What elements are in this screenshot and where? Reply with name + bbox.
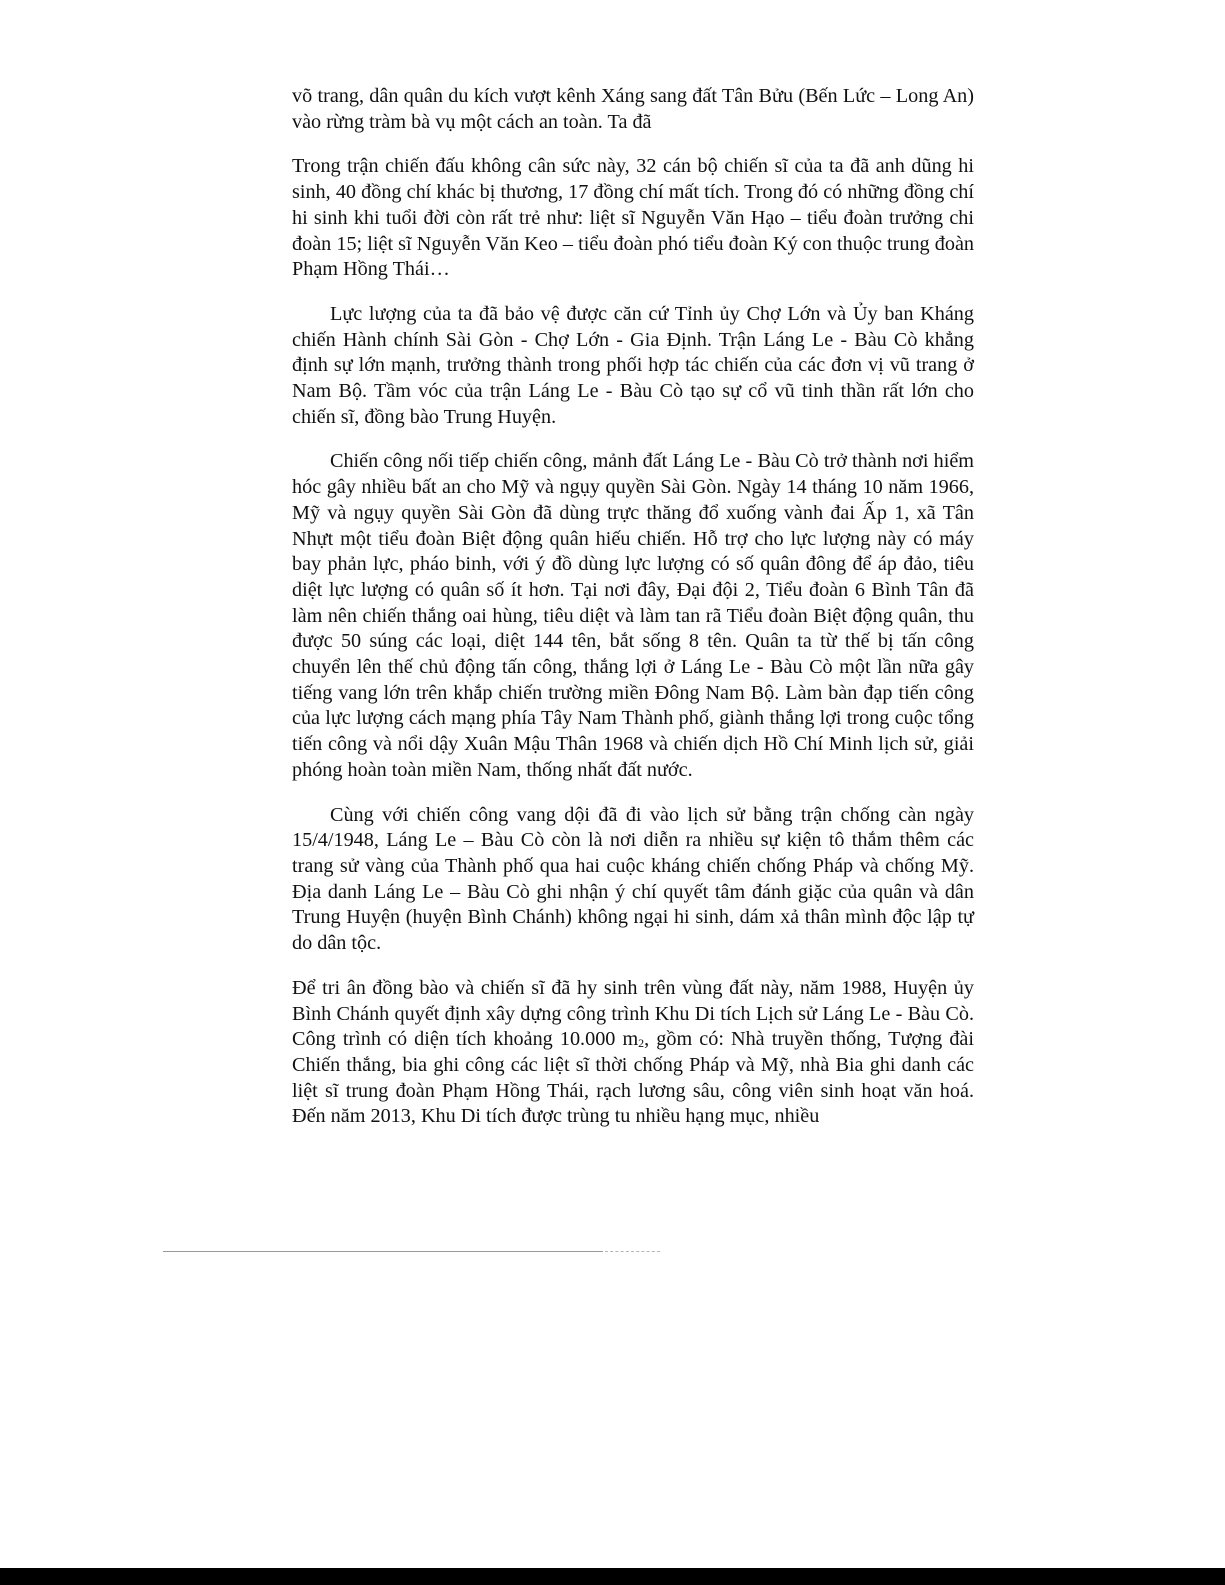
footnote-separator xyxy=(163,1251,603,1252)
paragraph-6 xyxy=(292,976,974,1130)
paragraph-6-text-start: Để tri ân đồng bào và chiến sĩ đã hy sinh trên vùng đất này, năm 1988, Huyện ủy Bình Chánh quyết định xây dựng công trình Khu Di tích Lịch sử Láng Le - Bàu Cò. Công trình có diện tích khoảng 10.000 m xyxy=(292,976,974,1051)
paragraph-3: Lực lượng của ta đã bảo vệ được căn cứ Tỉnh ủy Chợ Lớn và Ủy ban Kháng chiến Hành chính Sài Gòn - Chợ Lớn - Gia Định. Trận Láng Le - Bàu Cò khẳng định sự lớn mạnh, trưởng thành trong phối hợp tác chiến của các đơn vị vũ trang ở Nam Bộ. Tầm vóc của trận Láng Le - Bàu Cò tạo sự cổ vũ tinh thần rất lớn cho chiến sĩ, đồng bào Trung Huyện. xyxy=(292,302,974,428)
page-bottom-border xyxy=(0,1568,1225,1585)
paragraph-5: Cùng với chiến công vang dội đã đi vào lịch sử bằng trận chống càn ngày 15/4/1948, Láng Le – Bàu Cò còn là nơi diễn ra nhiều sự kiện tô thắm thêm các trang sử vàng của Thành phố qua hai cuộc kháng chiến chống Pháp và chống Mỹ. Địa danh Láng Le – Bàu Cò ghi nhận ý chí quyết tâm đánh giặc của quân và dân Trung Huyện (huyện Bình Chánh) không ngại hi sinh, dám xả thân mình độc lập tự do dân tộc. xyxy=(292,803,974,955)
paragraph-2: Trong trận chiến đấu không cân sức này, 32 cán bộ chiến sĩ của ta đã anh dũng hi sinh, 40 đồng chí khác bị thương, 17 đồng chí mất tích. Trong đó có những đồng chí hi sinh khi tuổi đời còn rất trẻ như: liệt sĩ Nguyễn Văn Hạo – tiểu đoàn trưởng chi đoàn 15; liệt sĩ Nguyễn Văn Keo – tiểu đoàn phó tiểu đoàn Ký con thuộc trung đoàn Phạm Hồng Thái… xyxy=(292,155,974,281)
paragraph-4: Chiến công nối tiếp chiến công, mảnh đất Láng Le - Bàu Cò trở thành nơi hiểm hóc gây nhiều bất an cho Mỹ và ngụy quyền Sài Gòn. Ngày 14 tháng 10 năm 1966, Mỹ và ngụy quyền Sài Gòn đã dùng trực thăng đổ xuống vành đai Ấp 1, xã Tân Nhựt một tiểu đoàn Biệt động quân hiếu chiến. Hỗ trợ cho lực lượng này có máy bay phản lực, pháo binh, với ý đồ dùng lực lượng có số quân đông để áp đảo, tiêu diệt lực lượng có quân số ít hơn. Tại nơi đây, Đại đội 2, Tiểu đoàn 6 Bình Tân đã làm nên chiến thắng oai hùng, tiêu diệt và làm tan rã Tiểu đoàn Biệt động quân, thu được 50 súng các loại, diệt 144 tên, bắt sống 8 tên. Quân ta từ thế bị tấn công chuyển lên thế chủ động tấn công, thắng lợi ở Láng Le - Bàu Cò một lần nữa gây tiếng vang lớn trên khắp chiến trường miền Đông Nam Bộ. Làm bàn đạp tiến công của lực lượng cách mạng phía Tây Nam Thành phố, giành thắng lợi trong cuộc tổng tiến công và nổi dậy Xuân Mậu Thân 1968 và chiến dịch Hồ Chí Minh lịch sử, giải phóng hoàn toàn miền Nam, thống nhất đất nước. xyxy=(292,450,974,781)
footnote-separator-continuation xyxy=(605,1251,660,1252)
paragraph-1: võ trang, dân quân du kích vượt kênh Xáng sang đất Tân Bửu (Bến Lức – Long An) vào rừng tràm bà vụ một cách an toàn. Ta đã xyxy=(292,85,974,133)
document-body xyxy=(292,84,974,1149)
paragraph-6-text-end: , gồm có: Nhà truyền thống, Tượng đài Chiến thắng, bia ghi công các liệt sĩ thời chống Pháp và Mỹ, nhà Bia ghi danh các liệt sĩ trung đoàn Phạm Hồng Thái, rạch lương sâu, công viên sinh hoạt văn hoá. Đến năm 2013, Khu Di tích được trùng tu nhiều hạng mục, nhiều xyxy=(292,1028,974,1128)
area-unit-subscript: 2 xyxy=(638,1036,645,1051)
